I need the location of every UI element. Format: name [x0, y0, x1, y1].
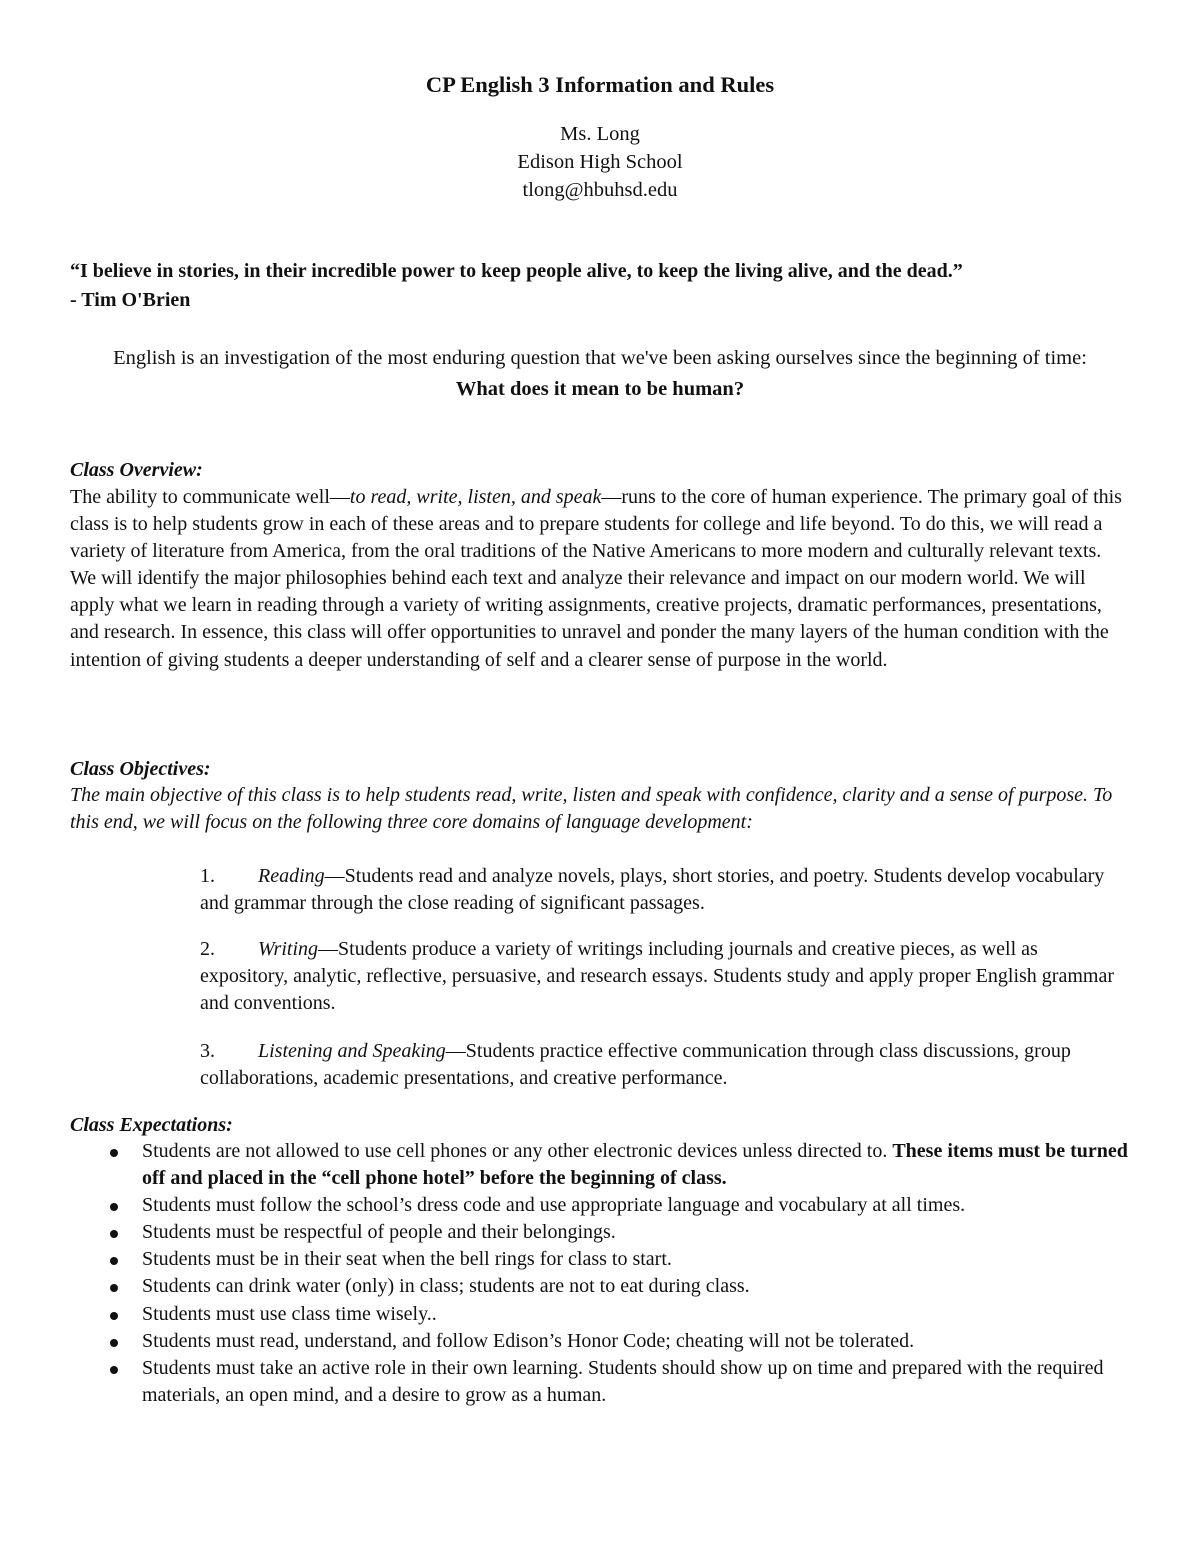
objective-number: 3. — [200, 1040, 215, 1062]
objective-item — [200, 1038, 1130, 1092]
overview-text-1: The ability to communicate well— — [70, 486, 350, 508]
expectation-text: Students must use class time wisely.. — [142, 1302, 437, 1325]
document-title: CP English 3 Information and Rules — [425, 72, 775, 97]
bullet-icon — [110, 1366, 118, 1374]
intro-statement — [70, 344, 1130, 403]
objective-number: 2. — [200, 938, 215, 960]
list-item — [70, 1192, 1130, 1219]
class-expectations-heading: Class Expectations: — [70, 1114, 233, 1136]
expectation-text: Students must be respectful of people and their belongings. — [142, 1221, 616, 1244]
class-objectives-paragraph: The main objective of this class is to help students read, write, listen and speak with confidence, clarity and a sense of purpose. To this end, we will focus on the following three core domains of language development: — [70, 784, 1113, 834]
expectation-text: Students can drink water (only) in class; students are not to eat during class. — [142, 1275, 750, 1298]
objective-text: —Students produce a variety of writings including journals and creative pieces, as well as expository, analytic, reflective, persuasive, and research essays. Students study and apply proper English grammar and conventions. — [200, 938, 1114, 1015]
objective-item — [200, 936, 1130, 1018]
expectations-list — [70, 1138, 1130, 1409]
objective-item — [200, 863, 1130, 917]
bullet-icon — [110, 1339, 118, 1347]
quote-author: - Tim O'Brien — [70, 289, 191, 311]
list-item — [70, 1328, 1130, 1355]
epigraph-quote — [70, 257, 1130, 315]
bullet-icon — [110, 1312, 118, 1320]
expectation-text: Students must take an active role in their own learning. Students should show up on time and prepared with the required materials, an open mind, and a desire to grow as a human. — [142, 1356, 1104, 1406]
bullet-icon — [110, 1149, 118, 1157]
overview-text-italic: to read, write, listen, and speak — [349, 486, 602, 508]
expectation-text: Students must be in their seat when the bell rings for class to start. — [142, 1248, 672, 1271]
bullet-icon — [110, 1257, 118, 1265]
expectation-text: Students must follow the school’s dress code and use appropriate language and vocabulary at all times. — [142, 1194, 966, 1217]
bullet-icon — [110, 1230, 118, 1238]
overview-text-2: —runs to the core of human experience. The primary goal of this class is to help students grow in each of these areas and to prepare students for college and life beyond. To do this, we will read a variety of literature from America, from the oral traditions of the Native Americans to more modern and culturally relevant texts. We will identify the major philosophies behind each text and analyze their relevance and impact on our modern world. We will apply what we learn in reading through a variety of writing assignments, creative projects, dramatic performances, presentations, and research. In essence, this class will offer opportunities to unravel and ponder the many layers of the human condition with the intention of giving students a deeper understanding of self and a clearer sense of purpose in the world. — [70, 486, 1122, 671]
list-item — [70, 1246, 1130, 1273]
objective-text: —Students read and analyze novels, plays, short stories, and poetry. Students develop vocabulary and grammar through the close reading of significant passages. — [200, 865, 1105, 915]
intro-text: English is an investigation of the most enduring question that we've been asking ourselves since the beginning of time: — [113, 347, 1087, 369]
teacher-info — [70, 120, 1130, 204]
objective-term: Writing — [258, 938, 319, 960]
teacher-email: tlong@hbuhsd.edu — [522, 179, 678, 201]
teacher-name: Ms. Long — [560, 123, 640, 145]
expectation-bold-text: These items must be turned off and placed in the “cell phone hotel” before the beginning of class. — [142, 1140, 1128, 1190]
list-item — [70, 1273, 1130, 1300]
objective-term: Listening and Speaking — [258, 1040, 446, 1062]
list-item — [70, 1219, 1130, 1246]
bullet-icon — [110, 1284, 118, 1292]
list-item — [70, 1138, 1130, 1192]
class-objectives-heading: Class Objectives: — [70, 758, 211, 780]
class-overview-heading: Class Overview: — [70, 459, 203, 481]
objective-text: —Students practice effective communication through class discussions, group collaborations, academic presentations, and creative performance. — [200, 1040, 1071, 1090]
quote-text: “I believe in stories, in their incredible power to keep people alive, to keep the living alive, and the dead.” — [70, 260, 963, 282]
objective-number: 1. — [200, 865, 215, 887]
expectation-text: Students are not allowed to use cell phones or any other electronic devices unless directed to. — [142, 1140, 893, 1162]
class-overview-paragraph — [70, 484, 1130, 674]
bullet-icon — [110, 1203, 118, 1211]
list-item — [70, 1355, 1130, 1409]
objective-term: Reading — [258, 865, 325, 887]
intro-question: What does it mean to be human? — [455, 378, 745, 400]
school-name: Edison High School — [517, 151, 683, 173]
expectation-text: Students must read, understand, and follow Edison’s Honor Code; cheating will not be tolerated. — [142, 1329, 915, 1352]
list-item — [70, 1301, 1130, 1328]
